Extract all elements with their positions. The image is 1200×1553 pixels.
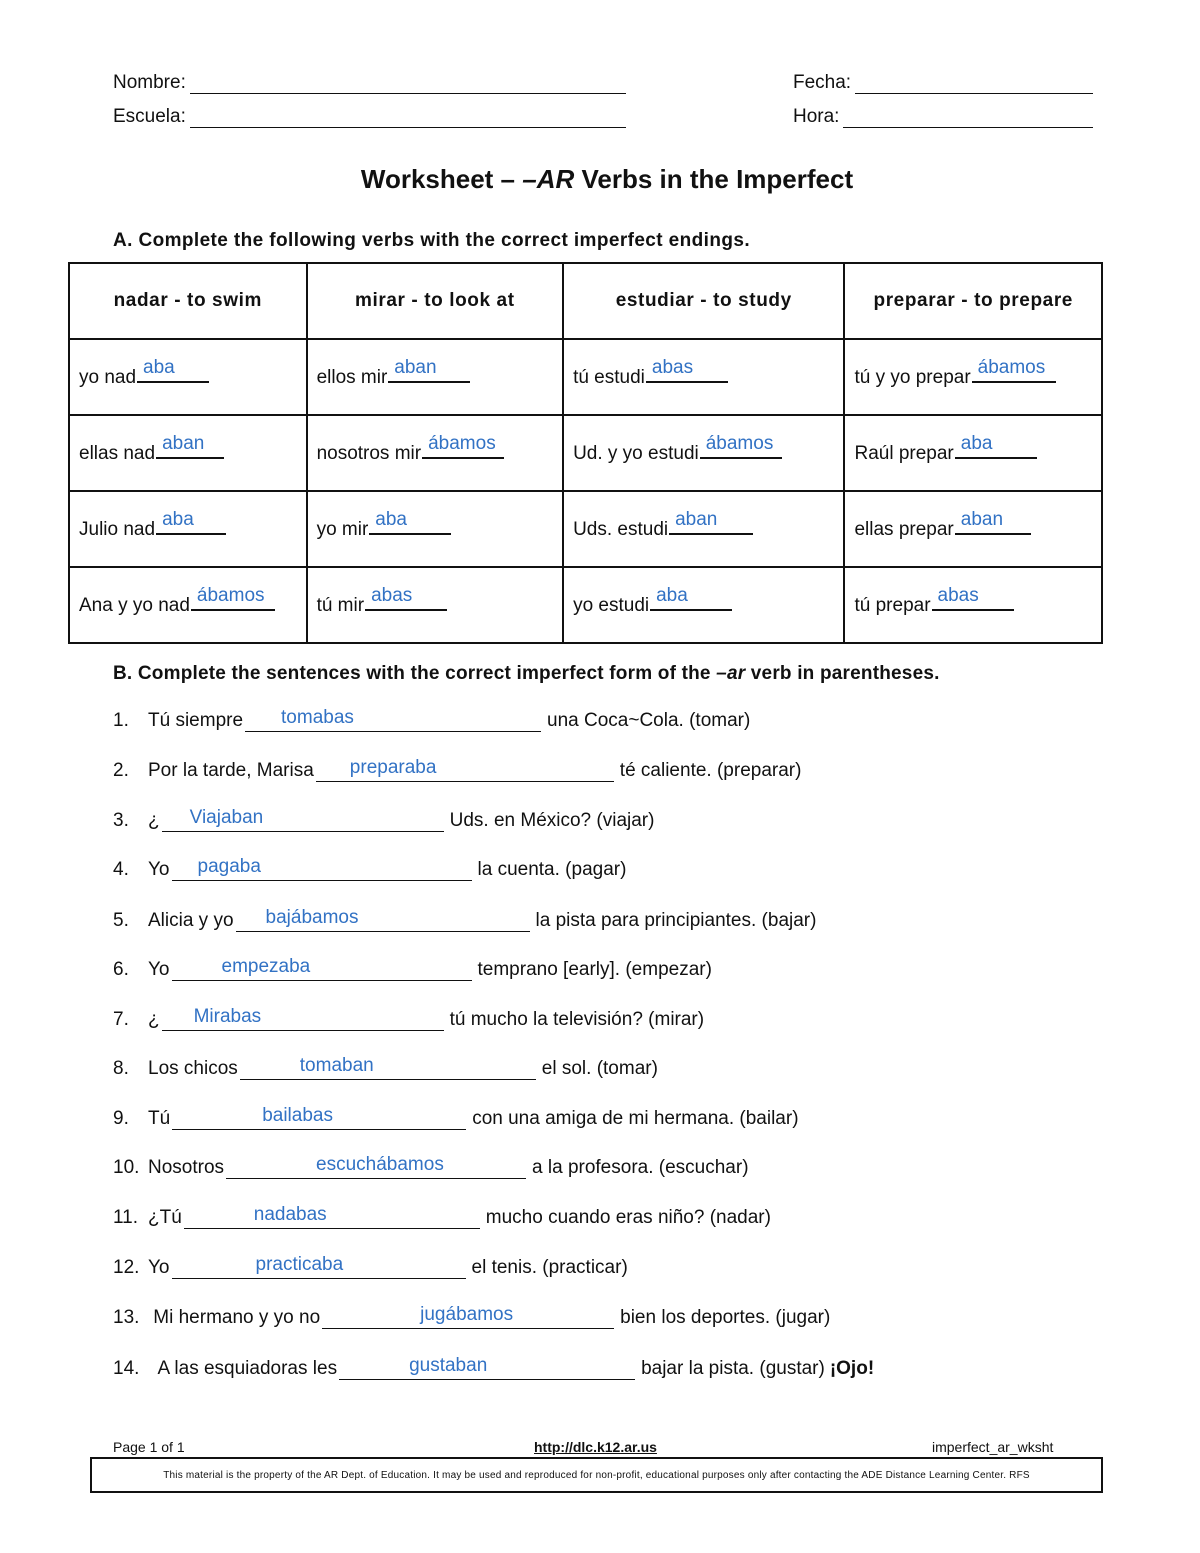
section-b-instruction xyxy=(113,663,940,685)
sentence-number: 2. xyxy=(113,760,129,781)
verb-stem: tú y yo prepar xyxy=(854,367,971,388)
verb-stem: tú estudi xyxy=(573,367,645,388)
column-header: nadar - to swim xyxy=(69,263,307,339)
sentence-after: té caliente. (preparar) xyxy=(619,760,802,781)
ending-blank[interactable] xyxy=(422,433,504,459)
ending-answer: abas xyxy=(937,585,979,606)
sentence-before: Nosotros xyxy=(148,1157,225,1178)
section-b-suffix: verb in parentheses. xyxy=(745,663,940,684)
verb-cell xyxy=(307,567,564,643)
answer-blank[interactable] xyxy=(172,1254,466,1279)
answer-text: bajábamos xyxy=(265,907,359,928)
answer-text: tomaban xyxy=(299,1055,374,1076)
answer-text: jugábamos xyxy=(420,1304,514,1325)
ending-blank[interactable] xyxy=(156,433,224,459)
answer-blank[interactable] xyxy=(245,707,541,732)
ending-answer: aba xyxy=(656,585,688,606)
answer-blank[interactable] xyxy=(184,1204,480,1229)
ending-blank[interactable] xyxy=(669,509,753,535)
section-b-italic: –ar xyxy=(716,663,746,684)
sentence-item xyxy=(113,856,627,881)
ending-blank[interactable] xyxy=(650,585,732,611)
sentence-before: ¿ xyxy=(148,810,160,831)
sentence-item xyxy=(113,807,655,832)
answer-text: Viajaban xyxy=(189,807,264,828)
verb-table-header xyxy=(69,263,1102,339)
sentence-before: Tú xyxy=(148,1108,171,1129)
verb-cell xyxy=(563,339,844,415)
sentence-item xyxy=(113,1105,799,1130)
answer-text: practicaba xyxy=(255,1254,344,1275)
sentence-item xyxy=(113,956,712,981)
sentence-after: temprano [early]. (empezar) xyxy=(477,959,712,980)
sentence-before: Alicia y yo xyxy=(148,910,234,931)
answer-text: preparaba xyxy=(349,757,437,778)
sentence-item xyxy=(113,1254,628,1279)
sentence-after: la pista para principiantes. (bajar) xyxy=(535,910,817,931)
ending-blank[interactable] xyxy=(388,357,470,383)
ending-answer: aban xyxy=(162,433,205,454)
ending-blank[interactable] xyxy=(955,433,1037,459)
ending-blank[interactable] xyxy=(137,357,209,383)
answer-blank[interactable] xyxy=(226,1154,526,1179)
sentence-item xyxy=(113,757,802,782)
ending-answer: ábamos xyxy=(705,433,774,454)
sentence-number: 3. xyxy=(113,810,129,831)
ending-answer: aba xyxy=(960,433,993,454)
ending-blank[interactable] xyxy=(369,509,451,535)
verb-cell xyxy=(844,567,1102,643)
sentence-number: 8. xyxy=(113,1058,129,1079)
verb-stem: tú prepar xyxy=(854,595,931,616)
ending-answer: aban xyxy=(394,357,437,378)
ending-blank[interactable] xyxy=(955,509,1031,535)
ending-answer: aban xyxy=(675,509,718,530)
sentence-after: con una amiga de mi hermana. (bailar) xyxy=(472,1108,799,1129)
sentence-after: el sol. (tomar) xyxy=(541,1058,658,1079)
verb-stem: yo mir xyxy=(316,519,369,540)
answer-blank[interactable] xyxy=(339,1355,635,1380)
footer-filename: imperfect_ar_wksht xyxy=(932,1439,1054,1455)
sentence-item xyxy=(113,1006,705,1031)
nombre-row xyxy=(113,72,626,94)
verb-table-row xyxy=(69,339,1102,415)
sentence-number: 12. xyxy=(113,1257,140,1278)
answer-blank[interactable] xyxy=(172,856,472,881)
ending-blank[interactable] xyxy=(932,585,1014,611)
page-title xyxy=(0,164,1200,195)
verb-table xyxy=(68,262,1103,644)
verb-cell xyxy=(69,491,307,567)
verb-stem: yo estudi xyxy=(573,595,650,616)
sentence-item xyxy=(113,1355,875,1380)
fecha-label: Fecha: xyxy=(793,72,852,93)
verb-cell xyxy=(69,415,307,491)
sentence-item xyxy=(113,707,751,732)
footer-page: Page 1 of 1 xyxy=(113,1439,185,1455)
answer-text: nadabas xyxy=(253,1204,327,1225)
verb-stem: Raúl prepar xyxy=(854,443,954,464)
ending-blank[interactable] xyxy=(700,433,782,459)
answer-blank[interactable] xyxy=(236,907,530,932)
sentence-item xyxy=(113,907,817,932)
verb-stem: Uds. estudi xyxy=(573,519,669,540)
verb-cell xyxy=(563,567,844,643)
nombre-field[interactable] xyxy=(190,76,626,94)
sentence-item xyxy=(113,1055,658,1080)
ending-blank[interactable] xyxy=(646,357,728,383)
verb-cell xyxy=(69,567,307,643)
sentence-after: la cuenta. (pagar) xyxy=(477,859,627,880)
verb-table-row xyxy=(69,415,1102,491)
verb-table-body xyxy=(69,339,1102,643)
sentence-after: una Coca~Cola. (tomar) xyxy=(547,710,751,731)
verb-stem: ellas prepar xyxy=(854,519,954,540)
title-prefix: Worksheet – xyxy=(360,164,523,194)
sentence-number: 14. xyxy=(113,1358,140,1379)
sentence-before: Tú siempre xyxy=(148,710,244,731)
ending-blank[interactable] xyxy=(156,509,226,535)
verb-cell xyxy=(563,415,844,491)
hora-row xyxy=(793,106,1093,128)
answer-text: escuchábamos xyxy=(316,1154,444,1175)
sentence-after: el tenis. (practicar) xyxy=(471,1257,628,1278)
column-header: estudiar - to study xyxy=(563,263,844,339)
section-b-prefix: B. Complete the sentences with the correct imperfect form of the xyxy=(113,663,717,684)
verb-stem: ellas nad xyxy=(79,443,156,464)
answer-blank[interactable] xyxy=(172,956,472,981)
verb-cell xyxy=(69,339,307,415)
verb-table-row xyxy=(69,567,1102,643)
answer-blank[interactable] xyxy=(162,1006,444,1031)
escuela-label: Escuela: xyxy=(113,106,186,127)
verb-cell xyxy=(307,415,564,491)
hora-label: Hora: xyxy=(793,106,840,127)
sentence-number: 1. xyxy=(113,710,129,731)
sentence-before: ¿Tú xyxy=(148,1207,182,1228)
verb-table-row xyxy=(69,491,1102,567)
sentence-before: Yo xyxy=(148,859,170,880)
sentence-before: Yo xyxy=(148,959,170,980)
sentence-number: 5. xyxy=(113,910,129,931)
sentence-before: Los chicos xyxy=(148,1058,238,1079)
nombre-label: Nombre: xyxy=(113,72,186,93)
verb-stem: ellos mir xyxy=(316,367,388,388)
ending-answer: aban xyxy=(960,509,1004,530)
verb-cell xyxy=(844,491,1102,567)
ending-answer: aba xyxy=(143,357,175,378)
sentence-after: mucho cuando eras niño? (nadar) xyxy=(485,1207,771,1228)
column-header: preparar - to prepare xyxy=(844,263,1102,339)
sentence-before: ¿ xyxy=(148,1009,160,1030)
sentence-number: 9. xyxy=(113,1108,129,1129)
ending-answer: abas xyxy=(651,357,694,378)
verb-cell xyxy=(844,415,1102,491)
ending-blank[interactable] xyxy=(191,585,275,611)
sentence-number: 10. xyxy=(113,1157,140,1178)
ending-answer: abas xyxy=(371,585,413,606)
ojo-emphasis: ¡Ojo! xyxy=(829,1358,875,1379)
verb-stem: tú mir xyxy=(316,595,365,616)
sentence-item xyxy=(113,1304,831,1329)
sentence-before: A las esquiadoras les xyxy=(148,1358,338,1379)
section-a-instruction: A. Complete the following verbs with the correct imperfect endings. xyxy=(113,230,750,251)
answer-blank[interactable] xyxy=(162,807,444,832)
escuela-field[interactable] xyxy=(190,110,626,128)
sentence-after: a la profesora. (escuchar) xyxy=(532,1157,749,1178)
sentence-number: 6. xyxy=(113,959,129,980)
ending-blank[interactable] xyxy=(972,357,1056,383)
verb-cell xyxy=(307,491,564,567)
verb-cell xyxy=(307,339,564,415)
sentence-number: 4. xyxy=(113,859,129,880)
ending-answer: ábamos xyxy=(196,585,265,606)
ending-answer: aba xyxy=(162,509,194,530)
sentence-after: Uds. en México? (viajar) xyxy=(449,810,655,831)
sentence-number: 7. xyxy=(113,1009,129,1030)
answer-blank[interactable] xyxy=(172,1105,466,1130)
sentence-before: Yo xyxy=(148,1257,170,1278)
answer-blank[interactable] xyxy=(322,1304,614,1329)
answer-text: empezaba xyxy=(221,956,311,977)
sentence-after: bien los deportes. (jugar) xyxy=(620,1307,831,1328)
title-suffix: Verbs in the Imperfect xyxy=(574,164,854,194)
footer-notice-text: This material is the property of the AR Dept. of Education. It may be used and reproduced for non-profit, educational purposes only after contacting the ADE Distance Learning Center. RFS xyxy=(163,1469,1030,1481)
answer-text: Mirabas xyxy=(193,1006,262,1027)
verb-stem: nosotros mir xyxy=(316,443,422,464)
answer-text: tomabas xyxy=(281,707,354,728)
ending-answer: ábamos xyxy=(977,357,1046,378)
sentence-number: 11. xyxy=(113,1207,139,1228)
verb-stem: Ud. y yo estudi xyxy=(573,443,699,464)
sentence-before: Mi hermano y yo no xyxy=(148,1307,321,1328)
answer-blank[interactable] xyxy=(240,1055,536,1080)
sentence-number: 13. xyxy=(113,1307,140,1328)
escuela-row xyxy=(113,106,626,128)
answer-text: bailabas xyxy=(262,1105,333,1126)
verb-stem: Ana y yo nad xyxy=(79,595,190,616)
verb-cell xyxy=(563,491,844,567)
sentence-item xyxy=(113,1204,771,1229)
hora-field[interactable] xyxy=(843,110,1093,128)
fecha-field[interactable] xyxy=(855,76,1093,94)
ending-answer: aba xyxy=(375,509,407,530)
verb-stem: yo nad xyxy=(79,367,137,388)
footer-notice xyxy=(90,1457,1103,1493)
verb-stem: Julio nad xyxy=(79,519,156,540)
column-header: mirar - to look at xyxy=(307,263,564,339)
sentence-item xyxy=(113,1154,749,1179)
ending-blank[interactable] xyxy=(365,585,447,611)
sentence-before: Por la tarde, Marisa xyxy=(148,760,314,781)
answer-blank[interactable] xyxy=(316,757,614,782)
answer-text: gustaban xyxy=(409,1355,488,1376)
verb-cell xyxy=(844,339,1102,415)
fecha-row xyxy=(793,72,1093,94)
answer-text: pagaba xyxy=(197,856,261,877)
title-italic: –AR xyxy=(522,164,575,194)
ending-answer: ábamos xyxy=(428,433,496,454)
sentence-after: bajar la pista. (gustar) xyxy=(641,1358,825,1379)
footer-url-link[interactable]: http://dlc.k12.ar.us xyxy=(534,1439,657,1455)
sentence-after: tú mucho la televisión? (mirar) xyxy=(449,1009,705,1030)
